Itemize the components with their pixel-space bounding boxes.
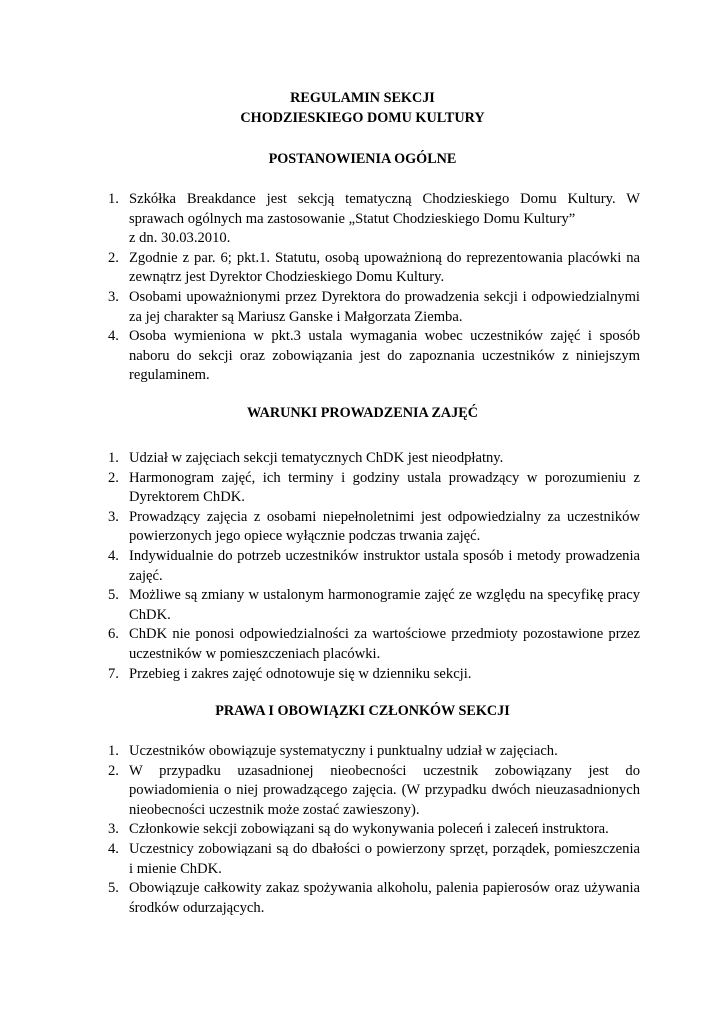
list-item-line: nieobecności uczestnik może zostać zawieszony). — [129, 801, 420, 818]
list-item — [108, 327, 640, 386]
list-item-line: Przebieg i zakres zajęć odnotowuje się w dzienniku sekcji. — [129, 665, 472, 682]
list-item — [108, 190, 640, 249]
list-item-line: uczestników w pomieszczeniach placówki. — [129, 645, 381, 662]
section-heading-class-conditions: WARUNKI PROWADZENIA ZAJĘĆ — [247, 405, 478, 421]
list-item — [108, 840, 640, 879]
list-item — [108, 288, 640, 327]
list-item-line: Możliwe są zmiany w ustalonym harmonogramie zajęć ze względu na specyfikę pracy — [129, 587, 640, 604]
list-item — [108, 742, 640, 762]
list-item-line: Szkółka Breakdance jest sekcją tematyczną Chodzieskiego Domu Kultury. W — [129, 191, 640, 207]
list-item — [108, 762, 640, 821]
list-item-line: Osoba wymieniona w pkt.3 ustala wymagania wobec uczestników zajęć i sposób — [129, 328, 640, 345]
list-item-line: Prowadzący zajęcia z osobami niepełnoletnimi jest odpowiedzialny za uczestników — [129, 508, 640, 525]
list-item-line: zewnątrz jest Dyrektor Chodzieskiego Domu Kultury. — [129, 269, 445, 286]
section-list-rights-duties — [108, 742, 640, 918]
list-item-line: Uczestników obowiązuje systematyczny i punktualny udział w zajęciach. — [129, 743, 558, 759]
section-list-class-conditions — [108, 449, 640, 684]
list-item-line: Indywidualnie do potrzeb uczestników instruktor ustala sposób i metody prowadzenia — [129, 547, 640, 564]
list-item-line: Osobami upoważnionymi przez Dyrektora do prowadzenia sekcji i odpowiedzialnymi — [129, 288, 640, 305]
list-item-line: zajęć. — [129, 567, 163, 584]
list-item-number: 4. — [108, 547, 119, 564]
list-item — [108, 249, 640, 288]
list-item-line: Uczestnicy zobowiązani są do dbałości o powierzony sprzęt, porządek, pomieszczenia — [129, 840, 640, 857]
list-item-line: W przypadku uzasadnionej nieobecności uczestnik zobowiązany jest do — [129, 762, 640, 779]
list-item-number: 1. — [108, 191, 119, 207]
list-item — [108, 820, 640, 840]
list-item-number: 4. — [108, 840, 119, 857]
list-item — [108, 625, 640, 664]
list-item — [108, 665, 640, 685]
list-item-line: Zgodnie z par. 6; pkt.1. Statutu, osobą upoważnioną do reprezentowania placówki na — [129, 249, 640, 266]
list-item-number: 6. — [108, 626, 119, 643]
list-item-number: 3. — [108, 508, 119, 525]
list-item — [108, 547, 640, 586]
list-item-line: powierzonych jego opiece wyłącznie podczas trwania zajęć. — [129, 528, 481, 545]
list-item — [108, 508, 640, 547]
list-item-line: powiadomienia o niej prowadzącego zajęcia. (W przypadku dwóch nieuzasadnionych — [129, 782, 640, 799]
list-item-line: z dn. 30.03.2010. — [129, 230, 231, 247]
document-title-line-2: CHODZIESKIEGO DOMU KULTURY — [240, 110, 485, 126]
list-item-number: 5. — [108, 587, 119, 604]
list-item-number: 2. — [108, 469, 119, 486]
list-item-line: za jej charakter są Mariusz Ganske i Małgorzata Ziemba. — [129, 308, 463, 325]
list-item-line: i mienie ChDK. — [129, 860, 222, 877]
list-item-number: 3. — [108, 288, 119, 305]
section-list-general-provisions — [108, 190, 640, 386]
list-item-line: Harmonogram zajęć, ich terminy i godziny ustala prowadzący w porozumieniu z — [129, 469, 640, 486]
list-item-line: Dyrektorem ChDK. — [129, 489, 245, 506]
list-item-number: 1. — [108, 450, 119, 466]
list-item-line: Udział w zajęciach sekcji tematycznych ChDK jest nieodpłatny. — [129, 450, 504, 466]
list-item-number: 1. — [108, 743, 119, 759]
section-heading-general-provisions: POSTANOWIENIA OGÓLNE — [268, 151, 457, 167]
section-heading-rights-duties: PRAWA I OBOWIĄZKI CZŁONKÓW SEKCJI — [215, 703, 510, 719]
list-item — [108, 469, 640, 508]
list-item-line: sprawach ogólnych ma zastosowanie „Statut Chodzieskiego Domu Kultury” — [129, 210, 576, 227]
list-item-line: Obowiązuje całkowity zakaz spożywania alkoholu, palenia papierosów oraz używania — [129, 880, 640, 897]
list-item-number: 2. — [108, 762, 119, 779]
list-item — [108, 449, 640, 469]
list-item-number: 3. — [108, 821, 119, 838]
list-item-number: 5. — [108, 880, 119, 897]
list-item — [108, 586, 640, 625]
list-item-line: naboru do sekcji oraz zobowiązania jest do zapoznania uczestników z niniejszym — [129, 347, 640, 364]
list-item-line: ChDK. — [129, 606, 171, 623]
list-item-line: regulaminem. — [129, 367, 210, 384]
list-item-number: 4. — [108, 328, 119, 345]
list-item — [108, 879, 640, 918]
document-title-line-1: REGULAMIN SEKCJI — [290, 90, 435, 106]
list-item-line: ChDK nie ponosi odpowiedzialności za wartościowe przedmioty pozostawione przez — [129, 626, 640, 643]
list-item-line: środków odurzających. — [129, 899, 265, 916]
list-item-number: 2. — [108, 249, 119, 266]
list-item-line: Członkowie sekcji zobowiązani są do wykonywania poleceń i zaleceń instruktora. — [129, 821, 609, 838]
list-item-number: 7. — [108, 665, 119, 682]
